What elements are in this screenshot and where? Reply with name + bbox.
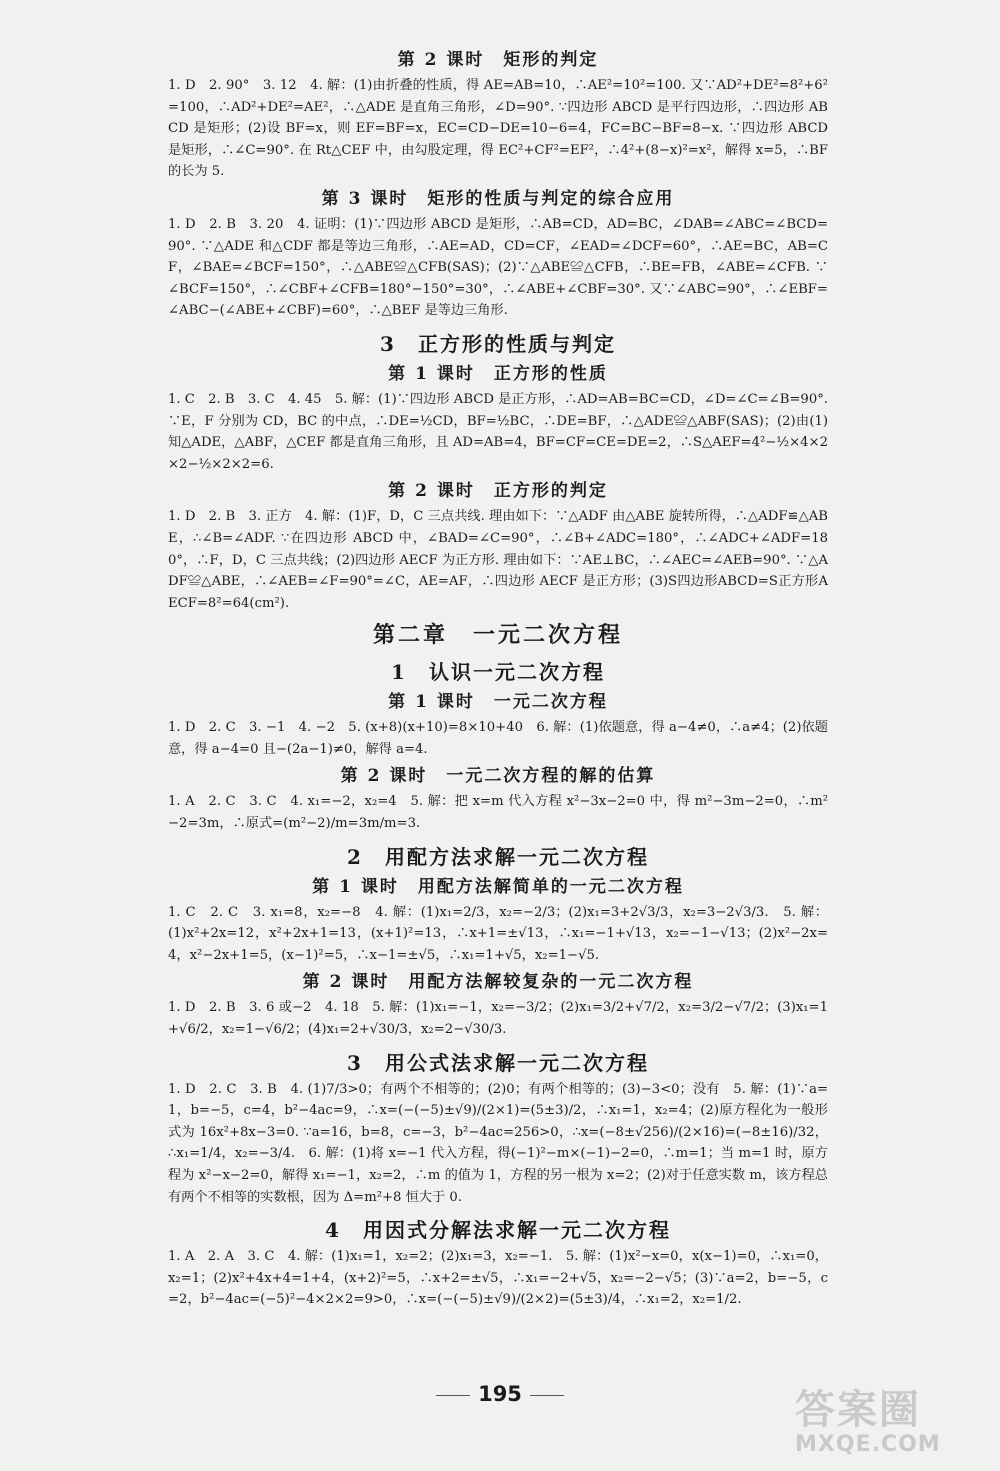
lesson-heading: 第 1 课时 用配方法解简单的一元二次方程 [312,876,684,897]
page-number-dash-right [530,1395,564,1396]
page-number-value: 195 [478,1382,522,1406]
answer-paragraph: 1. D 2. C 3. B 4. (1)7/3>0；有两个不相等的；(2)0；有两个相等的；(3)−3<0；没有 5. 解：(1)∵a=1，b=−5，c=4，b²−4ac=9，∴x=(−(−5)±√9)/(2×1)=(5±3)/2，∴x₁=1，x₂=4；(2)原方程化为一般形式为 16x²+8x−3=0. ∵a=16，b=8，c=−3，b²−4ac=256>0，∴x=(−8±√256)/(2×16)=(−8±16)/32，∴x₁=1/4，x₂=−3/4. 6. 解：(1)将 x=−1 代入方程，得(−1)²−m×(−1)−2=0，∴m=1；当 m=1 时，原方程为 x²−x−2=0，解得 x₁=−1，x₂=2，∴m 的值为 1，方程的另一根为 x=2；(2)对于任意实数 m，该方程总有两个不相等的实数根，因为 Δ=m²+8 恒大于 0. [168,1081,828,1205]
answer-paragraph: 1. D 2. B 3. 20 4. 证明：(1)∵四边形 ABCD 是矩形，∴AB=CD，AD=BC，∠DAB=∠ABC=∠BCD=90°. ∵△ADE 和△CDF 都是等边三角形，∴AE=AD，CD=CF，∠EAD=∠DCF=60°，∴AE=BC，AB=CF，∠BAE=∠BCF=150°，∴△ABE≌△CFB(SAS)；(2)∵△ABE≌△CFB，∴BE=FB，∠ABE=∠CFB. ∵∠BCF=150°，∴∠CBF+∠CFB=180°−150°=30°，∴∠ABE+∠CBF=30°. 又∵∠ABC=90°，∴∠EBF=∠ABC−(∠ABE+∠CBF)=60°，∴△BEF 是等边三角形. [168,216,828,319]
lesson-heading: 第 2 课时 一元二次方程的解的估算 [340,766,656,787]
answer-paragraph: 1. D 2. B 3. 正方 4. 解：(1)F，D，C 三点共线. 理由如下：∵△ADF 由△ABE 旋转所得，∴△ADF≌△ABE，∴∠B=∠ADF. ∵在四边形 ABCD 中，∠BAD=∠C=90°，∴∠B+∠ADC=180°，∴∠ADC+∠ADF=180°，∴F，D，C 三点共线；(2)四边形 AECF 为正方形. 理由如下：∵AE⊥BC，∴∠AEC=∠AEB=90°. ∵△ADF≌△ABE，∴∠AEB=∠F=90°=∠C，AE=AF，∴四边形 AECF 是正方形；(3)S四边形ABCD=S正方形AECF=8²=64(cm²). [168,509,828,611]
watermark-url: MXQE.COM [795,1432,941,1457]
answer-paragraph: 1. A 2. C 3. C 4. x₁=−2，x₂=4 5. 解：把 x=m 代入方程 x²−3x−2=0 中，得 m²−3m−2=0，∴m²−2=3m，∴原式=(m²−2)/m=3m/m=3. [168,794,828,832]
answer-paragraph: 1. D 2. C 3. −1 4. −2 5. (x+8)(x+10)=8×10+40 6. 解：(1)依题意，得 a−4≠0，∴a≠4；(2)依题意，得 a−4=0 且−(2a−1)≠0，解得 a=4. [168,720,828,757]
lesson-heading: 第 2 课时 矩形的判定 [397,50,599,70]
section-heading: 4 用因式分解法求解一元二次方程 [325,1218,671,1243]
answer-paragraph: 1. D 2. 90° 3. 12 4. 解：(1)由折叠的性质，得 AE=AB=10，∴AE²=10²=100. 又∵AD²+DE²=8²+6²=100，∴AD²+DE²=AE²，∴△ADE 是直角三角形，∠D=90°. ∵四边形 ABCD 是平行四边形，∴四边形 ABCD 是矩形；(2)设 BF=x，则 EF=BF=x，EC=CD−DE=10−6=4，FC=BC−BF=8−x. ∵四边形 ABCD 是矩形，∴∠C=90°. 在 Rt△CEF 中，由勾股定理，得 EC²+CF²=EF²，∴4²+(8−x)²=x²，解得 x=5，∴BF 的长为 5. [168,78,828,180]
lesson-heading: 第 2 课时 正方形的判定 [388,481,608,502]
lesson-heading: 第 1 课时 正方形的性质 [388,363,608,384]
answer-paragraph: 1. D 2. B 3. 6 或−2 4. 18 5. 解：(1)x₁=−1，x₂=−3/2；(2)x₁=3/2+√7/2，x₂=3/2−√7/2；(3)x₁=1+√6/2，x₂=1−√6/2；(4)x₁=2+√30/3，x₂=2−√30/3. [168,1000,828,1038]
section-heading: 3 用公式法求解一元二次方程 [347,1050,649,1075]
page-number-dash-left [436,1395,470,1396]
section-heading: 1 认识一元二次方程 [391,660,605,685]
watermark-logo: 答案圈 [795,1387,921,1433]
lesson-heading: 第 2 课时 用配方法解较复杂的一元二次方程 [302,972,694,993]
answer-paragraph: 1. C 2. B 3. C 4. 45 5. 解：(1)∵四边形 ABCD 是正方形，∴AD=AB=BC=CD，∠D=∠C=∠B=90°. ∵E，F 分别为 CD，BC 的中点，∴DE=½CD，BF=½BC，∴DE=BF，∴△ADE≌△ABF(SAS)；(2)由(1)知△ADE，△ABF，△CEF 都是直角三角形，且 AD=AB=4，BF=CF=CE=DE=2，∴S△AEF=4²−½×4×2×2−½×2×2=6. [168,391,828,472]
section-heading: 2 用配方法求解一元二次方程 [347,844,649,869]
answer-paragraph: 1. A 2. A 3. C 4. 解：(1)x₁=1，x₂=2；(2)x₁=3，x₂=−1. 5. 解：(1)x²−x=0，x(x−1)=0，∴x₁=0，x₂=1；(2)x²+4x+4=1+4，(x+2)²=5，∴x+2=±√5，∴x₁=−2+√5，x₂=−2−√5；(3)∵a=2，b=−5，c=2，b²−4ac=(−5)²−4×2×2=9>0，∴x=(−(−5)±√9)/(2×2)=(5±3)/4，∴x₁=2，x₂=1/2. [168,1249,828,1308]
answer-column [168,44,828,1311]
chapter-heading: 第二章 一元二次方程 [372,622,623,649]
section-heading: 3 正方形的性质与判定 [380,331,616,356]
lesson-heading: 第 3 课时 矩形的性质与判定的综合应用 [321,188,675,209]
watermark [795,1388,985,1464]
answer-paragraph: 1. C 2. C 3. x₁=8，x₂=−8 4. 解：(1)x₁=2/3，x₂=−2/3；(2)x₁=3+2√3/3，x₂=3−2√3/3. 5. 解：(1)x²+2x=12，x²+2x+1=13，(x+1)²=13，∴x+1=±√13，∴x₁=−1+√13，x₂=−1−√13；(2)x²−2x=4，x²−2x+1=5，(x−1)²=5，∴x−1=±√5，∴x₁=1+√5，x₂=1−√5. [168,904,828,963]
lesson-heading: 第 1 课时 一元二次方程 [388,692,608,713]
